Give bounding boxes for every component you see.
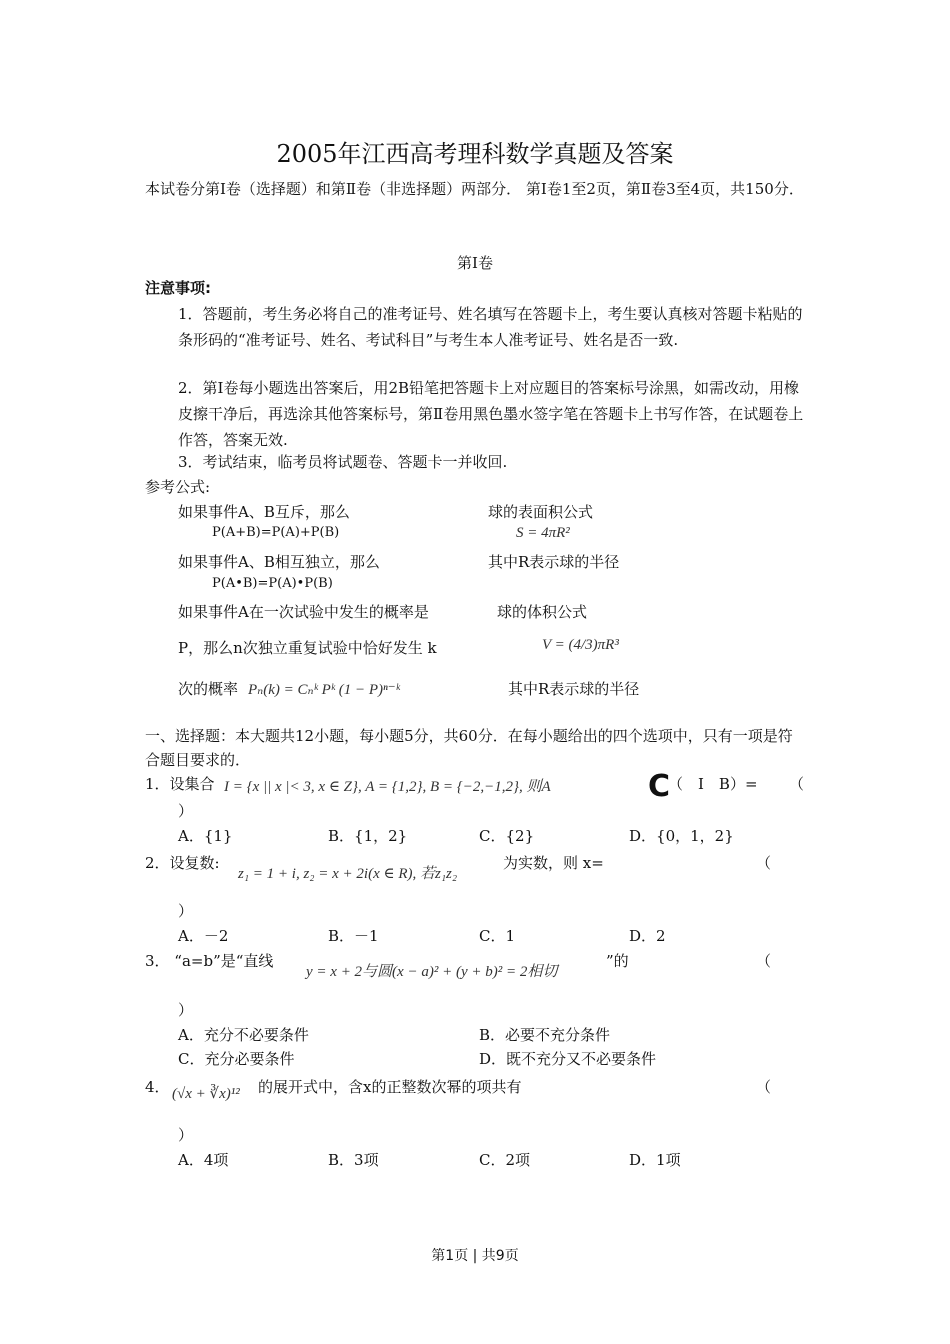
- q4-formula: (√x + ∛x)¹²: [172, 1086, 240, 1102]
- notes-heading: 注意事项:: [145, 279, 211, 297]
- q2-option-d: D．2: [629, 927, 666, 945]
- q3-option-c: C．充分必要条件: [178, 1050, 295, 1068]
- formula-right-1: 球的表面积公式: [488, 503, 594, 521]
- q1-option-d: D．{0，1，2}: [629, 827, 734, 845]
- q3-stem: 3． “a=b”是“直线: [145, 952, 274, 970]
- formula-right-3: 球的体积公式: [497, 603, 588, 621]
- q2-tail: 为实数，则 x=: [503, 854, 604, 872]
- q3-tail: ”的: [606, 952, 629, 970]
- q1-option-a: A．{1}: [178, 827, 233, 845]
- q2-stem: 2．设复数:: [145, 854, 220, 872]
- q2-formula: z₁ = 1 + i, z₂ = x + 2i(x ∈ R), 若z₁z₂: [238, 866, 458, 882]
- formula-right-5: 其中R表示球的半径: [508, 680, 640, 698]
- ref-heading: 参考公式:: [145, 478, 211, 496]
- document-title: 2005年江西高考理科数学真题及答案: [276, 140, 674, 168]
- q2-option-c: C．1: [479, 927, 516, 945]
- formula-left-1-eq: P(A+B)=P(A)+P(B): [212, 525, 340, 540]
- q4-option-c: C．2项: [479, 1151, 531, 1169]
- q2-option-a: A．－2: [178, 927, 229, 945]
- q1-formula: I = {x || x |< 3, x ∈ Z}, A = {1,2}, B = {−2,−1,2}, 则A: [224, 779, 551, 795]
- complement-symbol: C: [648, 769, 671, 804]
- formula-left-5: 次的概率: [178, 680, 239, 698]
- formula-left-1: 如果事件A、B互斥，那么: [178, 503, 350, 521]
- q4-option-a: A．4项: [178, 1151, 229, 1169]
- q3-answer-paren: （: [756, 952, 772, 970]
- formula-right-1-eq: S = 4πR²: [516, 525, 570, 541]
- q1-stem: 1．设集合: [145, 775, 215, 793]
- q4-option-d: D．1项: [629, 1151, 681, 1169]
- q1-close-paren: ）: [178, 802, 194, 820]
- q4-close-paren: ）: [178, 1126, 194, 1144]
- q3-option-a: A．充分不必要条件: [178, 1026, 309, 1044]
- q3-option-b: B．必要不充分条件: [479, 1026, 611, 1044]
- q2-option-b: B．－1: [328, 927, 379, 945]
- formula-left-3: 如果事件A在一次试验中发生的概率是: [178, 603, 429, 621]
- note-1: 1．答题前，考生务必将自己的准考证号、姓名填写在答题卡上，考生要认真核对答题卡粘贴的条形码的“准考证号、姓名、考试科目”与考生本人准考证号、姓名是否一致.: [178, 305, 803, 349]
- q3-option-d: D．既不充分又不必要条件: [479, 1050, 657, 1068]
- formula-left-5-eq: Pₙ(k) = Cₙᵏ Pᵏ (1 − P)ⁿ⁻ᵏ: [248, 682, 400, 698]
- q4-tail: 的展开式中，含x的正整数次幂的项共有: [258, 1078, 522, 1096]
- q4-option-b: B．3项: [328, 1151, 379, 1169]
- q3-formula: y = x + 2与圆(x − a)² + (y + b)² = 2相切: [306, 964, 558, 980]
- formula-left-2: 如果事件A、B相互独立，那么: [178, 553, 380, 571]
- q3-close-paren: ）: [178, 1001, 194, 1019]
- section-1-heading: 一、选择题：本大题共12小题，每小题5分，共60分．在每小题给出的四个选项中，只有一项是符合题目要求的．: [145, 727, 793, 769]
- note-2: 2．第Ⅰ卷每小题选出答案后，用2B铅笔把答题卡上对应题目的答案标号涂黑，如需改动，用橡皮擦干净后，再选涂其他答案标号，第Ⅱ卷用黑色墨水签字笔在答题卡上书写作答，在试题卷上作答，答案无效.: [178, 379, 804, 449]
- q4-answer-paren: （: [756, 1078, 772, 1096]
- q1-tail: （ Ⅰ B）=: [668, 775, 758, 793]
- q1-answer-paren: （: [789, 775, 805, 793]
- formula-right-2: 其中R表示球的半径: [488, 553, 620, 571]
- q2-close-paren: ）: [178, 902, 194, 920]
- formula-left-2-eq: P(A•B)=P(A)•P(B): [212, 576, 333, 591]
- page-footer: 第1页 | 共9页: [431, 1248, 519, 1264]
- intro-paragraph: 本试卷分第Ⅰ卷（选择题）和第Ⅱ卷（非选择题）两部分． 第Ⅰ卷1至2页，第Ⅱ卷3至4页，共150分．: [145, 180, 804, 198]
- formula-left-4: P，那么n次独立重复试验中恰好发生 k: [178, 639, 437, 657]
- formula-right-4-eq: V = (4/3)πR³: [542, 637, 619, 653]
- note-3: 3．考试结束，临考员将试题卷、答题卡一并收回.: [178, 453, 508, 471]
- q1-option-c: C．{2}: [479, 827, 535, 845]
- q4-stem: 4．: [145, 1078, 170, 1096]
- q2-answer-paren: （: [756, 854, 772, 872]
- q1-option-b: B．{1，2}: [328, 827, 408, 845]
- part1-heading: 第Ⅰ卷: [457, 254, 493, 272]
